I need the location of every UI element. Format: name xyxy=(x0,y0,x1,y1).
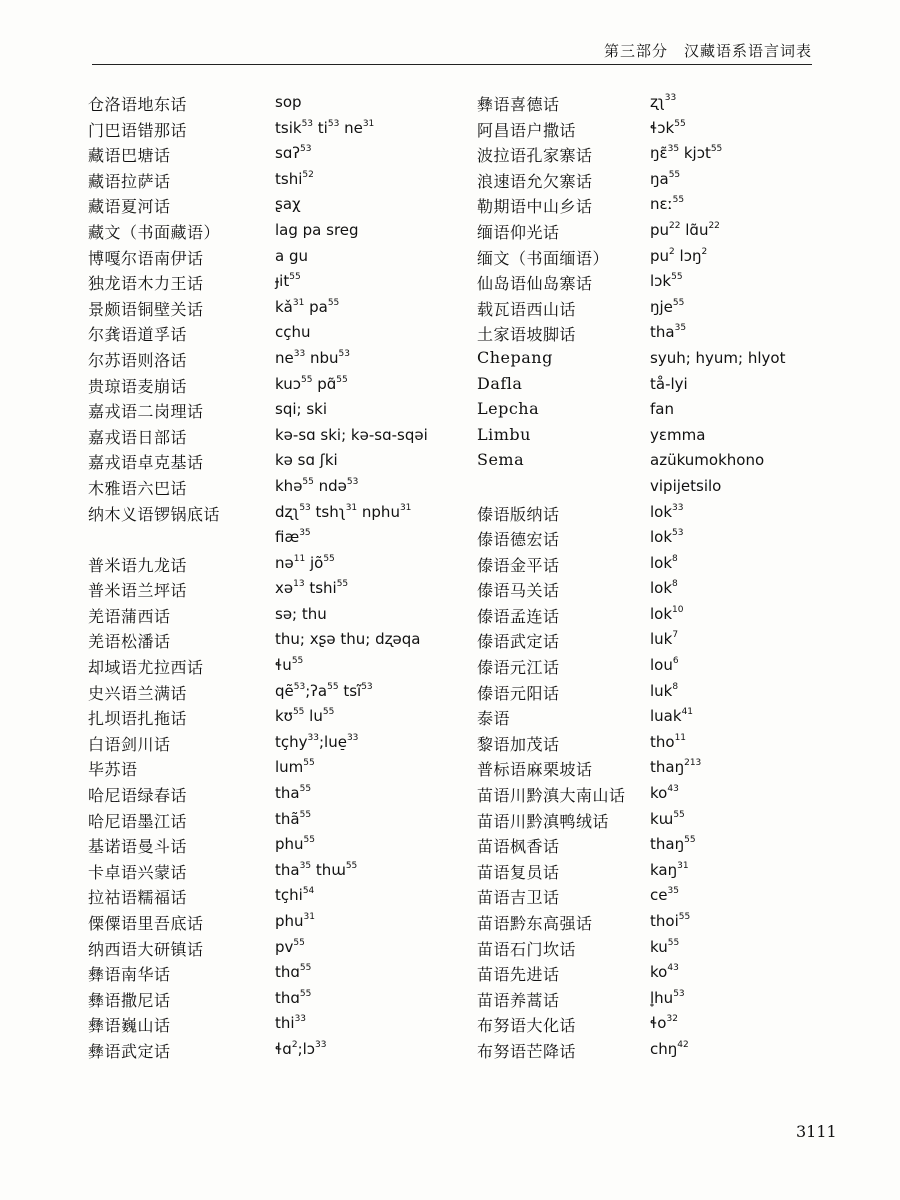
word-entry-row xyxy=(88,604,458,630)
dialect-name: 彝语南华话 xyxy=(88,965,171,985)
word-entry-row xyxy=(477,502,847,528)
dialect-name: 白语剑川话 xyxy=(88,734,171,754)
dialect-name: Limbu xyxy=(477,424,531,444)
word-form: thaŋ$^{55}$ xyxy=(650,835,696,854)
dialect-name: 嘉戎语卓克基话 xyxy=(88,453,204,473)
dialect-name: 门巴语错那话 xyxy=(88,120,188,140)
dialect-name: 博嘎尔语南伊话 xyxy=(88,248,204,268)
word-form: lok$^{53}$ xyxy=(650,528,684,547)
word-form: ŋɛ̃$^{35}$ kjɔt$^{55}$ xyxy=(650,144,723,163)
word-entry-row xyxy=(88,885,458,911)
dialect-name: 纳西语大研镇话 xyxy=(88,939,204,959)
word-form: lɔk$^{55}$ xyxy=(650,272,683,291)
word-form: fiæ$^{35}$ xyxy=(275,528,311,547)
word-form: tshi$^{52}$ xyxy=(275,169,314,188)
word-form: sɑʔ$^{53}$ xyxy=(275,144,312,163)
word-form: thi$^{33}$ xyxy=(275,1014,307,1033)
word-form: syuh; hyum; hlyot xyxy=(650,348,786,367)
word-form: chŋ$^{42}$ xyxy=(650,1039,689,1058)
word-entry-row xyxy=(88,271,458,297)
dialect-name: Sema xyxy=(477,450,525,470)
word-entry-row xyxy=(88,834,458,860)
word-form: fan xyxy=(650,400,674,419)
word-form: thoi$^{55}$ xyxy=(650,912,691,930)
word-form: qẽ$^{53}$;ʔa$^{55}$ tsĩ$^{53}$ xyxy=(275,681,373,700)
dialect-name: 布努语芒降话 xyxy=(477,1041,577,1061)
word-form: a gu xyxy=(275,246,308,265)
dialect-name: 苗语先进话 xyxy=(477,965,560,985)
word-entry-row xyxy=(88,246,458,272)
word-form: $kǎ^{31}$ $pa^{55}$ xyxy=(275,297,340,316)
word-form: kaŋ$^{31}$ xyxy=(650,860,689,879)
word-form: tha$^{55}$ xyxy=(275,784,312,803)
word-entry-row xyxy=(88,911,458,937)
dialect-name: 尔龚语道孚话 xyxy=(88,325,188,345)
word-form: lok$^8$ xyxy=(650,553,678,572)
word-form: thaŋ$^{213}$ xyxy=(650,758,702,777)
word-entry-row xyxy=(477,450,847,476)
dialect-name: 泰语 xyxy=(477,709,511,729)
word-entry-row xyxy=(477,92,847,118)
word-form: luk$^8$ xyxy=(650,681,679,700)
word-entry-row xyxy=(477,425,847,451)
dialect-name: 载瓦语西山话 xyxy=(477,299,577,319)
word-entry-row xyxy=(477,860,847,886)
word-form: tha$^{35}$ thɯ$^{55}$ xyxy=(275,860,358,879)
word-entry-row xyxy=(477,578,847,604)
dialect-name: 缅文（书面缅语） xyxy=(477,248,610,268)
word-form: xə$^{13}$ tshi$^{55}$ xyxy=(275,579,349,598)
word-form: $ko^{43}$ xyxy=(650,784,679,803)
word-entry-row xyxy=(88,783,458,809)
word-entry-row xyxy=(88,1013,458,1039)
dialect-name: 仓洛语地东话 xyxy=(88,95,188,114)
dialect-name: 苗语枫香话 xyxy=(477,837,560,857)
word-entry-row xyxy=(88,374,458,400)
dialect-name: 仙岛语仙岛寨话 xyxy=(477,274,593,294)
dialect-name: 苗语石门坎话 xyxy=(477,939,577,959)
dialect-name: 尔苏语则洛话 xyxy=(88,350,188,370)
dialect-name: Lepcha xyxy=(477,399,540,419)
dialect-name: Dafla xyxy=(477,373,523,393)
dialect-name: 苗语黔东高强话 xyxy=(477,914,593,933)
word-entry-row xyxy=(477,1013,847,1039)
word-form: nə$^{11}$ $jõ^{55}$ xyxy=(275,553,335,572)
dialect-name: 卡卓语兴蒙话 xyxy=(88,862,188,882)
word-entry-row xyxy=(88,681,458,707)
word-form: $ŋa^{55}$ xyxy=(650,169,681,188)
word-form: ʐʅ$^{33}$ xyxy=(650,93,677,111)
word-form: kə sɑ ʃki xyxy=(275,451,338,470)
word-form: $l̥hu^{53}$ xyxy=(650,988,685,1007)
dialect-name: Chepang xyxy=(477,347,553,367)
dialect-name: 毕苏语 xyxy=(88,760,138,780)
word-form: tå-lyi xyxy=(650,374,688,393)
word-entry-row xyxy=(477,118,847,144)
word-entry-row xyxy=(88,706,458,732)
word-entry-row xyxy=(477,553,847,579)
word-entry-row xyxy=(88,143,458,169)
word-entry-row xyxy=(477,681,847,707)
word-entry-row xyxy=(477,911,847,937)
word-entry-row xyxy=(88,757,458,783)
word-form: ʂaχ xyxy=(275,195,301,214)
word-form: sop xyxy=(275,93,302,111)
word-entry-row xyxy=(477,1039,847,1065)
word-form: khə$^{55}$ ndə$^{53}$ xyxy=(275,476,359,495)
word-form: $pv^{55}$ xyxy=(275,937,305,956)
word-entry-row xyxy=(477,374,847,400)
dialect-name: 独龙语木力王话 xyxy=(88,274,204,294)
word-entry-row xyxy=(88,988,458,1014)
dialect-name: 却域语尤拉西话 xyxy=(88,658,204,678)
word-form: tçhy$^{33}$;lue̠$^{33}$ xyxy=(275,732,359,751)
word-form: lok$^8$ xyxy=(650,579,678,598)
word-entry-row xyxy=(88,962,458,988)
word-entry-row xyxy=(88,92,458,118)
word-entry-row xyxy=(477,271,847,297)
word-form: kɯ$^{55}$ xyxy=(650,809,685,828)
word-entry-row xyxy=(88,348,458,374)
word-form: lok$^{33}$ xyxy=(650,502,684,521)
dialect-name: 藏文（书面藏语） xyxy=(88,222,221,242)
word-entry-row xyxy=(477,194,847,220)
word-form: thã$^{55}$ xyxy=(275,809,312,828)
word-form: cçhu xyxy=(275,323,311,342)
dialect-name: 傣语元江话 xyxy=(477,658,560,678)
dialect-name: 苗语川黔滇大南山话 xyxy=(477,786,626,806)
word-entry-row xyxy=(88,194,458,220)
word-form: kʊ$^{55}$ $lu^{55}$ xyxy=(275,707,335,726)
word-entry-row xyxy=(88,450,458,476)
word-form: thɑ$^{55}$ xyxy=(275,988,312,1007)
word-entry-row xyxy=(477,297,847,323)
dialect-name: 彝语喜德话 xyxy=(477,95,560,114)
word-entry-row xyxy=(477,348,847,374)
word-entry-row xyxy=(88,860,458,886)
word-form: ɬu$^{55}$ xyxy=(275,656,304,675)
dialect-name: 藏语夏河话 xyxy=(88,197,171,217)
word-form: luak$^{41}$ xyxy=(650,707,694,726)
word-form: vipijetsilo xyxy=(650,476,722,495)
dialect-name: 嘉戎语二岗理话 xyxy=(88,402,204,422)
word-form: lou$^6$ xyxy=(650,656,679,675)
dialect-name: 史兴语兰满话 xyxy=(88,683,188,703)
dialect-name: 羌语蒲西话 xyxy=(88,606,171,626)
word-form: $ne^{33}$ nbu$^{53}$ xyxy=(275,348,350,367)
word-form: phu$^{31}$ xyxy=(275,912,315,930)
word-entry-row xyxy=(477,962,847,988)
dialect-name: 傣语马关话 xyxy=(477,581,560,601)
word-entry-row xyxy=(88,655,458,681)
word-form: azükumokhono xyxy=(650,451,765,470)
word-entry-row xyxy=(88,629,458,655)
dialect-name: 羌语松潘话 xyxy=(88,632,171,652)
word-entry-row xyxy=(477,732,847,758)
word-form: tha$^{35}$ xyxy=(650,323,687,342)
dialect-name: 扎坝语扎拖话 xyxy=(88,709,188,729)
dialect-name: 哈尼语墨江话 xyxy=(88,811,188,831)
word-entry-row xyxy=(477,246,847,272)
word-entry-row xyxy=(88,527,458,553)
dialect-name: 苗语复员话 xyxy=(477,862,560,882)
word-entry-row xyxy=(88,118,458,144)
word-entry-row xyxy=(88,425,458,451)
word-entry-row xyxy=(477,834,847,860)
dialect-name: 缅语仰光话 xyxy=(477,222,560,242)
dialect-name: 傣语版纳话 xyxy=(477,504,560,524)
word-form: lag pa sreg xyxy=(275,220,359,239)
word-entry-row xyxy=(477,706,847,732)
word-entry-row xyxy=(477,655,847,681)
word-entry-row xyxy=(88,322,458,348)
word-entry-row xyxy=(477,629,847,655)
dialect-name: 贵琼语麦崩话 xyxy=(88,376,188,396)
word-form: $ce^{35}$ xyxy=(650,886,679,905)
dialect-name: 傣语元阳话 xyxy=(477,683,560,703)
dialect-name: 藏语巴塘话 xyxy=(88,146,171,166)
word-form: thɑ$^{55}$ xyxy=(275,963,312,982)
dialect-name: 哈尼语绿春话 xyxy=(88,786,188,806)
dialect-name: 傈僳语里吾底话 xyxy=(88,914,204,933)
word-entry-row xyxy=(477,527,847,553)
dialect-name: 普标语麻栗坡话 xyxy=(477,760,593,780)
dialect-name: 黎语加茂话 xyxy=(477,734,560,754)
word-entry-row xyxy=(88,476,458,502)
word-entry-row xyxy=(88,502,458,528)
word-form: luk$^7$ xyxy=(650,630,679,649)
word-form: ɬɔk$^{55}$ xyxy=(650,118,686,137)
word-entry-row xyxy=(88,578,458,604)
word-entry-row xyxy=(477,169,847,195)
word-form: ɬɑ$^2$;lɔ$^{33}$ xyxy=(275,1039,327,1058)
word-entry-row xyxy=(477,143,847,169)
dialect-name: 苗语川黔滇鸭绒话 xyxy=(477,811,610,831)
dialect-name: 嘉戎语日部话 xyxy=(88,427,188,447)
word-form: $ko^{43}$ xyxy=(650,963,679,982)
word-entry-row xyxy=(477,476,847,502)
dialect-name: 苗语养蒿话 xyxy=(477,990,560,1010)
word-form: $ku^{55}$ xyxy=(650,937,680,956)
dialect-name: 阿昌语户撒话 xyxy=(477,120,577,140)
dialect-name: 彝语撒尼话 xyxy=(88,990,171,1010)
dialect-name: 木雅语六巴话 xyxy=(88,478,188,498)
page-header xyxy=(92,38,812,65)
word-form: phu$^{55}$ xyxy=(275,835,315,854)
page-number: 3111 xyxy=(796,1122,837,1141)
dialect-name: 傣语德宏话 xyxy=(477,530,560,550)
word-form: yɛmma xyxy=(650,425,706,444)
dialect-name: 布努语大化话 xyxy=(477,1016,577,1036)
dialect-name: 傣语金平话 xyxy=(477,555,560,575)
dialect-name: 普米语兰坪话 xyxy=(88,581,188,601)
word-entry-row xyxy=(477,399,847,425)
dialect-name: 傣语武定话 xyxy=(477,632,560,652)
dialect-name: 纳木义语锣锅底话 xyxy=(88,504,221,524)
left-column xyxy=(88,92,458,1065)
word-form: tçhi$^{54}$ xyxy=(275,886,315,905)
word-form: ŋje$^{55}$ xyxy=(650,297,685,316)
word-entry-row xyxy=(88,169,458,195)
dialect-name: 景颇语铜壁关话 xyxy=(88,299,204,319)
word-entry-row xyxy=(477,757,847,783)
word-form: tsik$^{53}$ $ti^{53}$ $ne^{31}$ xyxy=(275,118,375,137)
word-entry-row xyxy=(477,937,847,963)
word-entry-row xyxy=(477,988,847,1014)
header-title: 第三部分 汉藏语系语言词表 xyxy=(603,42,812,60)
dialect-name: 勒期语中山乡话 xyxy=(477,197,593,217)
word-entry-row xyxy=(88,1039,458,1065)
word-form: kuɔ$^{55}$ pɑ̃$^{55}$ xyxy=(275,374,348,393)
word-form: thu; xʂə thu; dʐəqa xyxy=(275,630,421,649)
word-entry-row xyxy=(88,937,458,963)
right-column xyxy=(477,92,847,1065)
word-form: kə-sɑ ski; kə-sɑ-sqəi xyxy=(275,425,428,444)
word-entry-row xyxy=(88,297,458,323)
dialect-name: 彝语巍山话 xyxy=(88,1016,171,1036)
word-form: ɟit$^{55}$ xyxy=(275,272,301,291)
word-entry-row xyxy=(477,809,847,835)
dialect-name: 藏语拉萨话 xyxy=(88,171,171,191)
word-form: lum$^{55}$ xyxy=(275,758,315,777)
word-entry-row xyxy=(477,604,847,630)
dialect-name: 基诺语曼斗话 xyxy=(88,837,188,857)
word-form: $pu^2$ lɔŋ$^2$ xyxy=(650,246,708,265)
word-entry-row xyxy=(477,220,847,246)
word-entry-row xyxy=(477,885,847,911)
word-entry-row xyxy=(88,399,458,425)
word-entry-row xyxy=(477,783,847,809)
word-form: $pu^{22}$ $lɑ̃u^{22}$ xyxy=(650,220,720,239)
dialect-name: 浪速语允欠寨话 xyxy=(477,171,593,191)
word-entry-row xyxy=(88,732,458,758)
word-form: sqi; ski xyxy=(275,400,327,419)
dialect-name: 傣语孟连话 xyxy=(477,606,560,626)
dialect-name: 彝语武定话 xyxy=(88,1041,171,1061)
dialect-name: 波拉语孔家寨话 xyxy=(477,146,593,166)
word-form: dʐʅ$^{53}$ tshʅ$^{31}$ nphu$^{31}$ xyxy=(275,502,412,521)
word-form: sə; thu xyxy=(275,604,327,623)
word-form: nɛː$^{55}$ xyxy=(650,195,685,214)
dialect-name: 拉祜语糯福话 xyxy=(88,888,188,908)
word-entry-row xyxy=(88,553,458,579)
word-form: tho$^{11}$ xyxy=(650,732,687,751)
word-entry-row xyxy=(88,809,458,835)
word-form: lok$^{10}$ xyxy=(650,604,684,623)
word-entry-row xyxy=(477,322,847,348)
word-entry-row xyxy=(88,220,458,246)
word-form: ɬo$^{32}$ xyxy=(650,1014,678,1033)
dialect-name: 普米语九龙话 xyxy=(88,555,188,575)
dialect-name: 土家语坡脚话 xyxy=(477,325,577,345)
dialect-name: 苗语吉卫话 xyxy=(477,888,560,908)
